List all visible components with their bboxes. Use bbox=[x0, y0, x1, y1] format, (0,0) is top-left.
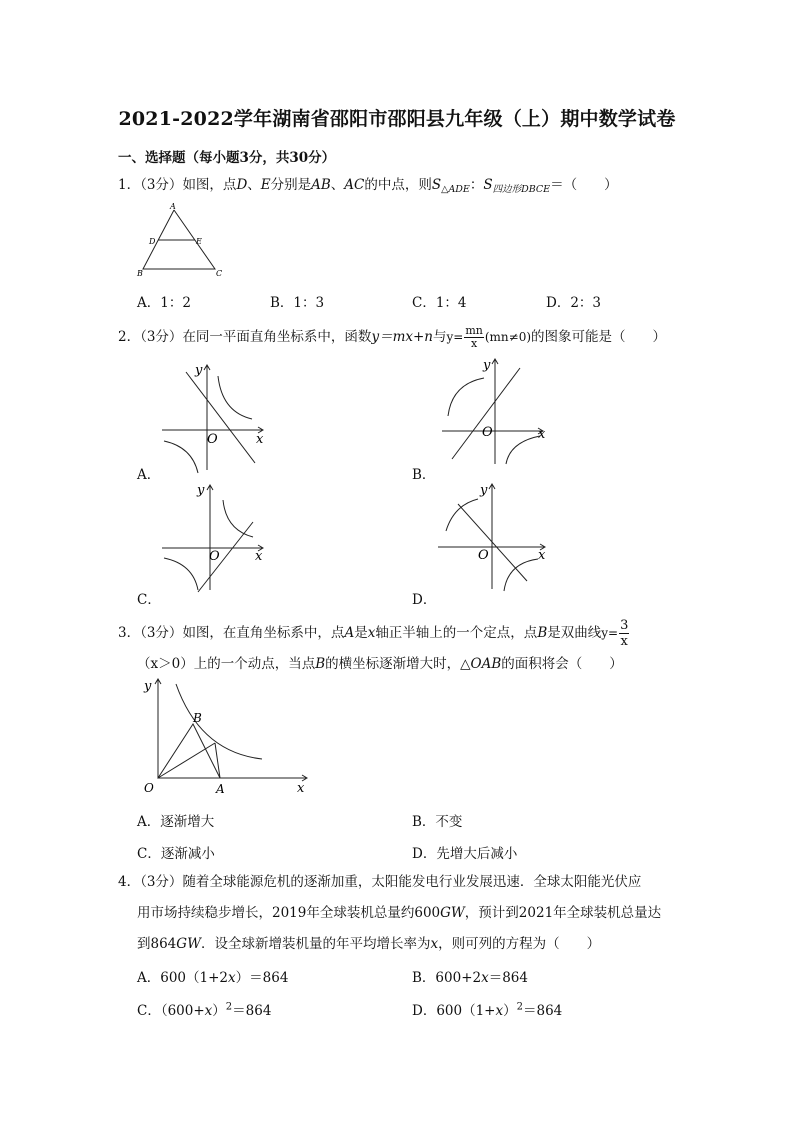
axis-label-x: x bbox=[255, 549, 263, 564]
linear-function-line bbox=[186, 372, 255, 463]
fraction-mn-over-x: $\frac{mn}{x}$ bbox=[465, 324, 483, 350]
fraction-3-over-x: $\frac{3}{x}$ bbox=[620, 618, 629, 649]
q1-option-a[interactable]: A．1：2 bbox=[137, 295, 191, 311]
label-b: B bbox=[137, 269, 143, 278]
question-3-stem-line-1: 3．（3分）如图，在直角坐标系中，点A是x轴正半轴上的一个定点，点B是双曲线y= $\frac{3}{x}$ bbox=[118, 618, 629, 649]
label-x: x bbox=[297, 781, 305, 796]
label-e: E bbox=[196, 237, 202, 246]
q3-option-c[interactable]: C．逐渐减小 bbox=[137, 846, 215, 862]
graph-d bbox=[434, 481, 552, 593]
question-3-stem-line-2: （x＞0）上的一个动点，当点B的横坐标逐渐增大时，△OAB的面积将会（ ） bbox=[137, 656, 623, 672]
hyperbola-triangle-figure bbox=[140, 676, 315, 802]
hyperbola-curve bbox=[176, 684, 262, 759]
q4-option-a[interactable]: A．600（1+2x）＝864 bbox=[137, 970, 289, 986]
graph-b bbox=[438, 356, 553, 468]
label-c: C bbox=[216, 269, 223, 278]
q2-option-d[interactable]: D． bbox=[412, 592, 437, 608]
question-number: 4． bbox=[118, 874, 141, 890]
q2-option-c[interactable]: C． bbox=[137, 592, 161, 608]
linear-function-line bbox=[452, 368, 520, 459]
label-d: D bbox=[149, 237, 156, 246]
q4-option-d[interactable]: D．$600(1+x)^2=864$ bbox=[412, 1001, 563, 1019]
hyperbola-branch-1 bbox=[218, 376, 252, 419]
label-b: B bbox=[193, 711, 202, 725]
q1-option-c[interactable]: C．1：4 bbox=[412, 295, 467, 311]
question-2-stem: 2．（3分）在同一平面直角坐标系中，函数y＝mx+n与y= $\frac{mn}{x}$ (mn≠0)的图象可能是（ ） bbox=[118, 324, 667, 350]
hyperbola-branch-1 bbox=[223, 500, 253, 537]
hyperbola-branch-2 bbox=[446, 499, 478, 531]
segment-ob-moved bbox=[158, 743, 215, 778]
q1-option-b[interactable]: B．1：3 bbox=[270, 295, 325, 311]
label-y: y bbox=[144, 679, 152, 694]
q4-option-b[interactable]: B．600+2x＝864 bbox=[412, 970, 528, 986]
hyperbola-branch-2 bbox=[448, 378, 484, 416]
hyperbola-branch-3 bbox=[164, 558, 198, 590]
question-number: 1． bbox=[118, 177, 141, 193]
q2-option-a[interactable]: A． bbox=[137, 467, 161, 483]
question-score: （3分） bbox=[140, 177, 183, 193]
q2-option-b[interactable]: B． bbox=[412, 467, 436, 483]
hyperbola-branch-4 bbox=[506, 436, 540, 464]
question-4-stem-line-1: 4．（3分）随着全球能源危机的逐渐加重，太阳能发电行业发展迅速．全球太阳能光伏应 bbox=[118, 874, 642, 890]
question-number: 2． bbox=[118, 329, 141, 345]
linear-function-line bbox=[198, 522, 253, 592]
label-a: A bbox=[170, 203, 176, 211]
graph-a bbox=[158, 362, 273, 474]
axis-label-x: x bbox=[538, 548, 546, 563]
q3-option-d[interactable]: D．先增大后减小 bbox=[412, 846, 518, 862]
axis-label-y: y bbox=[480, 483, 488, 498]
section-heading: 一、选择题（每小题3分，共30分） bbox=[118, 150, 336, 166]
question-4-stem-line-2: 用市场持续稳步增长，2019年全球装机总量约600GW，预计到2021年全球装机总量达 bbox=[137, 905, 662, 921]
axis-label-y: y bbox=[195, 363, 203, 378]
question-score: （3分） bbox=[140, 874, 183, 890]
origin-label: O bbox=[482, 425, 493, 440]
triangle-figure bbox=[135, 203, 230, 278]
question-4-stem-line-3: 到864GW．设全球新增装机量的年平均增长率为x，则可列的方程为（ ） bbox=[137, 936, 601, 952]
q3-option-a[interactable]: A．逐渐增大 bbox=[137, 814, 215, 830]
axis-label-y: y bbox=[483, 358, 491, 373]
q4-option-c[interactable]: C．$(600+x)^2=864$ bbox=[137, 1001, 272, 1019]
question-1-stem: 1．（3分）如图，点D、E分别是AB、AC的中点，则$S_{\triangle ADE}$：$S_{四边形DBCE}=$（ ） bbox=[118, 177, 618, 195]
question-number: 3． bbox=[118, 625, 141, 641]
hyperbola-branch-3 bbox=[164, 441, 198, 473]
exam-title: 2021-2022学年湖南省邵阳市邵阳县九年级（上）期中数学试卷 bbox=[118, 108, 676, 130]
label-o: O bbox=[144, 781, 154, 795]
label-a: A bbox=[216, 782, 225, 796]
axis-label-y: y bbox=[197, 483, 205, 498]
origin-label: O bbox=[207, 432, 218, 447]
question-score: （3分） bbox=[140, 329, 183, 345]
origin-label: O bbox=[209, 549, 220, 564]
triangle-oab bbox=[158, 724, 220, 778]
q1-option-d[interactable]: D．2：3 bbox=[546, 295, 602, 311]
origin-label: O bbox=[478, 548, 489, 563]
q3-option-b[interactable]: B．不变 bbox=[412, 814, 463, 830]
axis-label-x: x bbox=[538, 427, 546, 442]
question-score: （3分） bbox=[140, 625, 183, 641]
graph-c bbox=[158, 482, 273, 594]
axis-label-x: x bbox=[256, 432, 264, 447]
